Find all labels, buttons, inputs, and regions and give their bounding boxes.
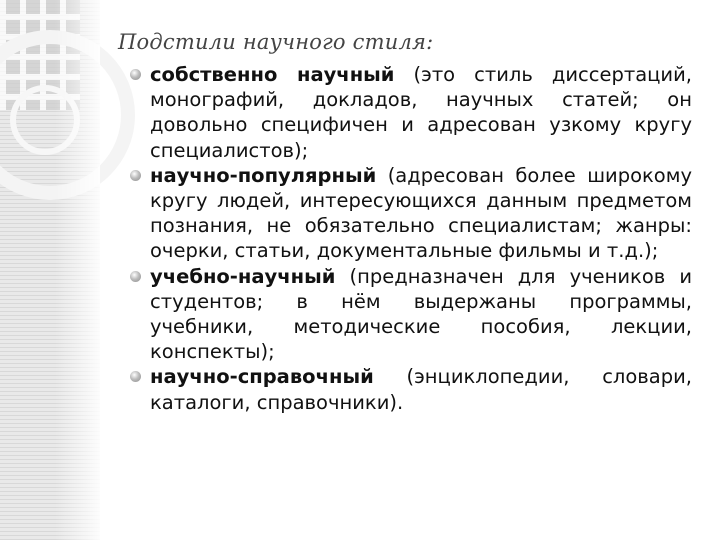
list-item (130, 364, 692, 414)
bullet-circle-icon (130, 371, 141, 382)
list-item (130, 264, 692, 365)
list-item (130, 62, 692, 163)
item-description: (это стиль диссертаций, монографий, докладов, научных статей; он довольно специфичен и адресован узкому кругу специалистов); (150, 63, 692, 162)
bullet-circle-icon (130, 69, 141, 80)
bullet-circle-icon (130, 170, 141, 181)
item-description: (энциклопедии, словари, каталоги, справочники). (150, 365, 692, 414)
item-description: (адресован более широкому кругу людей, интересующихся данным предметом познания, не обязательно специалистам; жанры: очерки, статьи, документальные фильмы и т.д.); (150, 163, 692, 263)
item-term: учебно-научный (150, 264, 336, 288)
item-description: (предназначен для учеников и студентов; в нём выдержаны программы, учебники, методические пособия, лекции, конспекты); (150, 264, 692, 364)
item-term: научно-популярный (150, 163, 377, 187)
list-item (130, 163, 692, 264)
slide-title: Подстили научного стиля: (118, 30, 434, 54)
bullet-circle-icon (130, 271, 141, 282)
item-term: собственно научный (150, 63, 395, 86)
item-term: научно-справочный (150, 365, 374, 389)
substyles-list (130, 62, 692, 415)
decorative-fade (0, 0, 100, 540)
